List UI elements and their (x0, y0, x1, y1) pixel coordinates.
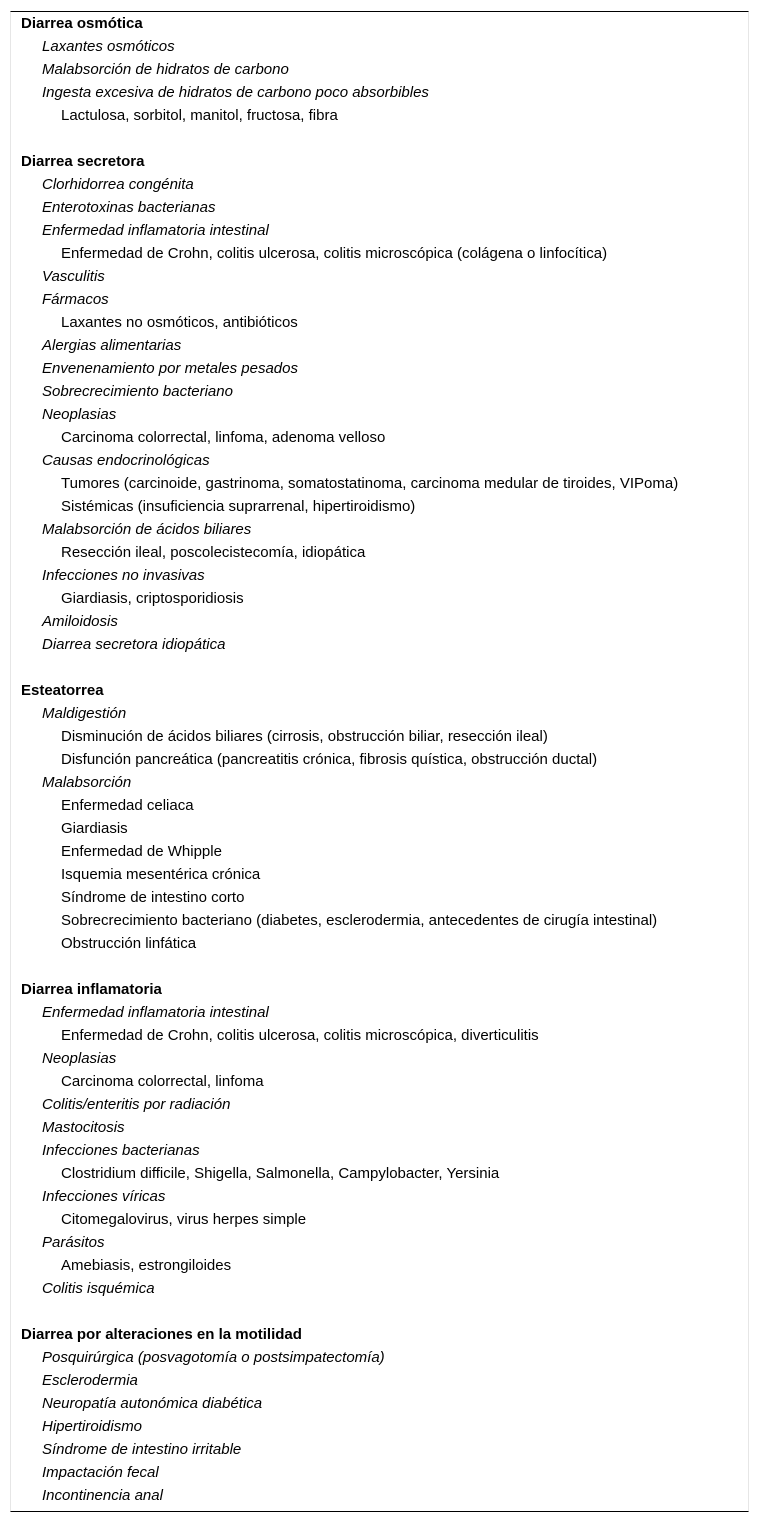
example-item: Giardiasis, criptosporidiosis (61, 590, 244, 607)
category-item: Ingesta excesiva de hidratos de carbono poco absorbibles (42, 84, 429, 101)
example-item: Disfunción pancreática (pancreatitis crónica, fibrosis quística, obstrucción ductal) (61, 751, 598, 768)
category-item: Malabsorción (42, 774, 132, 791)
section-spacer (11, 127, 748, 150)
category-item: Infecciones bacterianas (42, 1142, 200, 1159)
category-item: Impactación fecal (42, 1464, 159, 1481)
example-item: Obstrucción linfática (61, 935, 197, 952)
category-item: Malabsorción de hidratos de carbono (42, 61, 289, 78)
category-item: Diarrea secretora idiopática (42, 636, 226, 653)
category-item: Síndrome de intestino irritable (42, 1441, 242, 1458)
category-item: Sobrecrecimiento bacteriano (42, 383, 233, 400)
section-spacer (11, 955, 748, 978)
category-item: Neuropatía autonómica diabética (42, 1395, 263, 1412)
example-item: Resección ileal, poscolecistecomía, idiopática (61, 544, 366, 561)
category-item: Colitis isquémica (42, 1280, 155, 1297)
example-item: Sobrecrecimiento bacteriano (diabetes, esclerodermia, antecedentes de cirugía intestinal) (61, 912, 658, 929)
example-item: Enfermedad de Crohn, colitis ulcerosa, colitis microscópica, diverticulitis (61, 1027, 539, 1044)
section-spacer (11, 656, 748, 679)
category-item: Amiloidosis (42, 613, 118, 630)
example-item: Laxantes no osmóticos, antibióticos (61, 314, 298, 331)
category-item: Fármacos (42, 291, 109, 308)
example-item: Enfermedad celiaca (61, 797, 194, 814)
example-item: Amebiasis, estrongiloides (61, 1257, 232, 1274)
category-item: Incontinencia anal (42, 1487, 163, 1504)
category-item: Neoplasias (42, 1050, 117, 1067)
category-item: Alergias alimentarias (42, 337, 182, 354)
category-item: Infecciones no invasivas (42, 567, 205, 584)
category-item: Neoplasias (42, 406, 117, 423)
section-heading: Diarrea inflamatoria (21, 981, 162, 998)
example-item: Carcinoma colorrectal, linfoma, adenoma velloso (61, 429, 386, 446)
example-item: Enfermedad de Whipple (61, 843, 222, 860)
example-item: Tumores (carcinoide, gastrinoma, somatostatinoma, carcinoma medular de tiroides, VIPoma) (61, 475, 679, 492)
category-item: Maldigestión (42, 705, 127, 722)
category-item: Enterotoxinas bacterianas (42, 199, 216, 216)
category-item: Posquirúrgica (posvagotomía o postsimpatectomía) (42, 1349, 385, 1366)
example-item: Isquemia mesentérica crónica (61, 866, 261, 883)
category-item: Laxantes osmóticos (42, 38, 175, 55)
category-item: Vasculitis (42, 268, 105, 285)
category-item: Envenenamiento por metales pesados (42, 360, 298, 377)
category-item: Esclerodermia (42, 1372, 138, 1389)
section-heading: Esteatorrea (21, 682, 104, 699)
example-item: Enfermedad de Crohn, colitis ulcerosa, colitis microscópica (colágena o linfocítica) (61, 245, 608, 262)
category-item: Infecciones víricas (42, 1188, 166, 1205)
category-item: Mastocitosis (42, 1119, 125, 1136)
category-item: Hipertiroidismo (42, 1418, 143, 1435)
category-item: Parásitos (42, 1234, 105, 1251)
example-item: Sistémicas (insuficiencia suprarrenal, hipertiroidismo) (61, 498, 416, 515)
example-item: Carcinoma colorrectal, linfoma (61, 1073, 264, 1090)
example-item: Clostridium difficile, Shigella, Salmonella, Campylobacter, Yersinia (61, 1165, 500, 1182)
example-item: Citomegalovirus, virus herpes simple (61, 1211, 307, 1228)
section-heading: Diarrea secretora (21, 153, 145, 170)
example-item: Giardiasis (61, 820, 128, 837)
section-spacer (11, 1300, 748, 1323)
classification-table (10, 11, 749, 1512)
category-item: Clorhidorrea congénita (42, 176, 194, 193)
section-heading: Diarrea osmótica (21, 15, 143, 32)
category-item: Enfermedad inflamatoria intestinal (42, 222, 269, 239)
example-item: Lactulosa, sorbitol, manitol, fructosa, fibra (61, 107, 338, 124)
section-heading: Diarrea por alteraciones en la motilidad (21, 1326, 302, 1343)
table-body (11, 12, 748, 1507)
category-item: Causas endocrinológicas (42, 452, 210, 469)
example-item: Disminución de ácidos biliares (cirrosis, obstrucción biliar, resección ileal) (61, 728, 548, 745)
category-item: Malabsorción de ácidos biliares (42, 521, 252, 538)
category-item: Enfermedad inflamatoria intestinal (42, 1004, 269, 1021)
example-item: Síndrome de intestino corto (61, 889, 245, 906)
category-item: Colitis/enteritis por radiación (42, 1096, 231, 1113)
